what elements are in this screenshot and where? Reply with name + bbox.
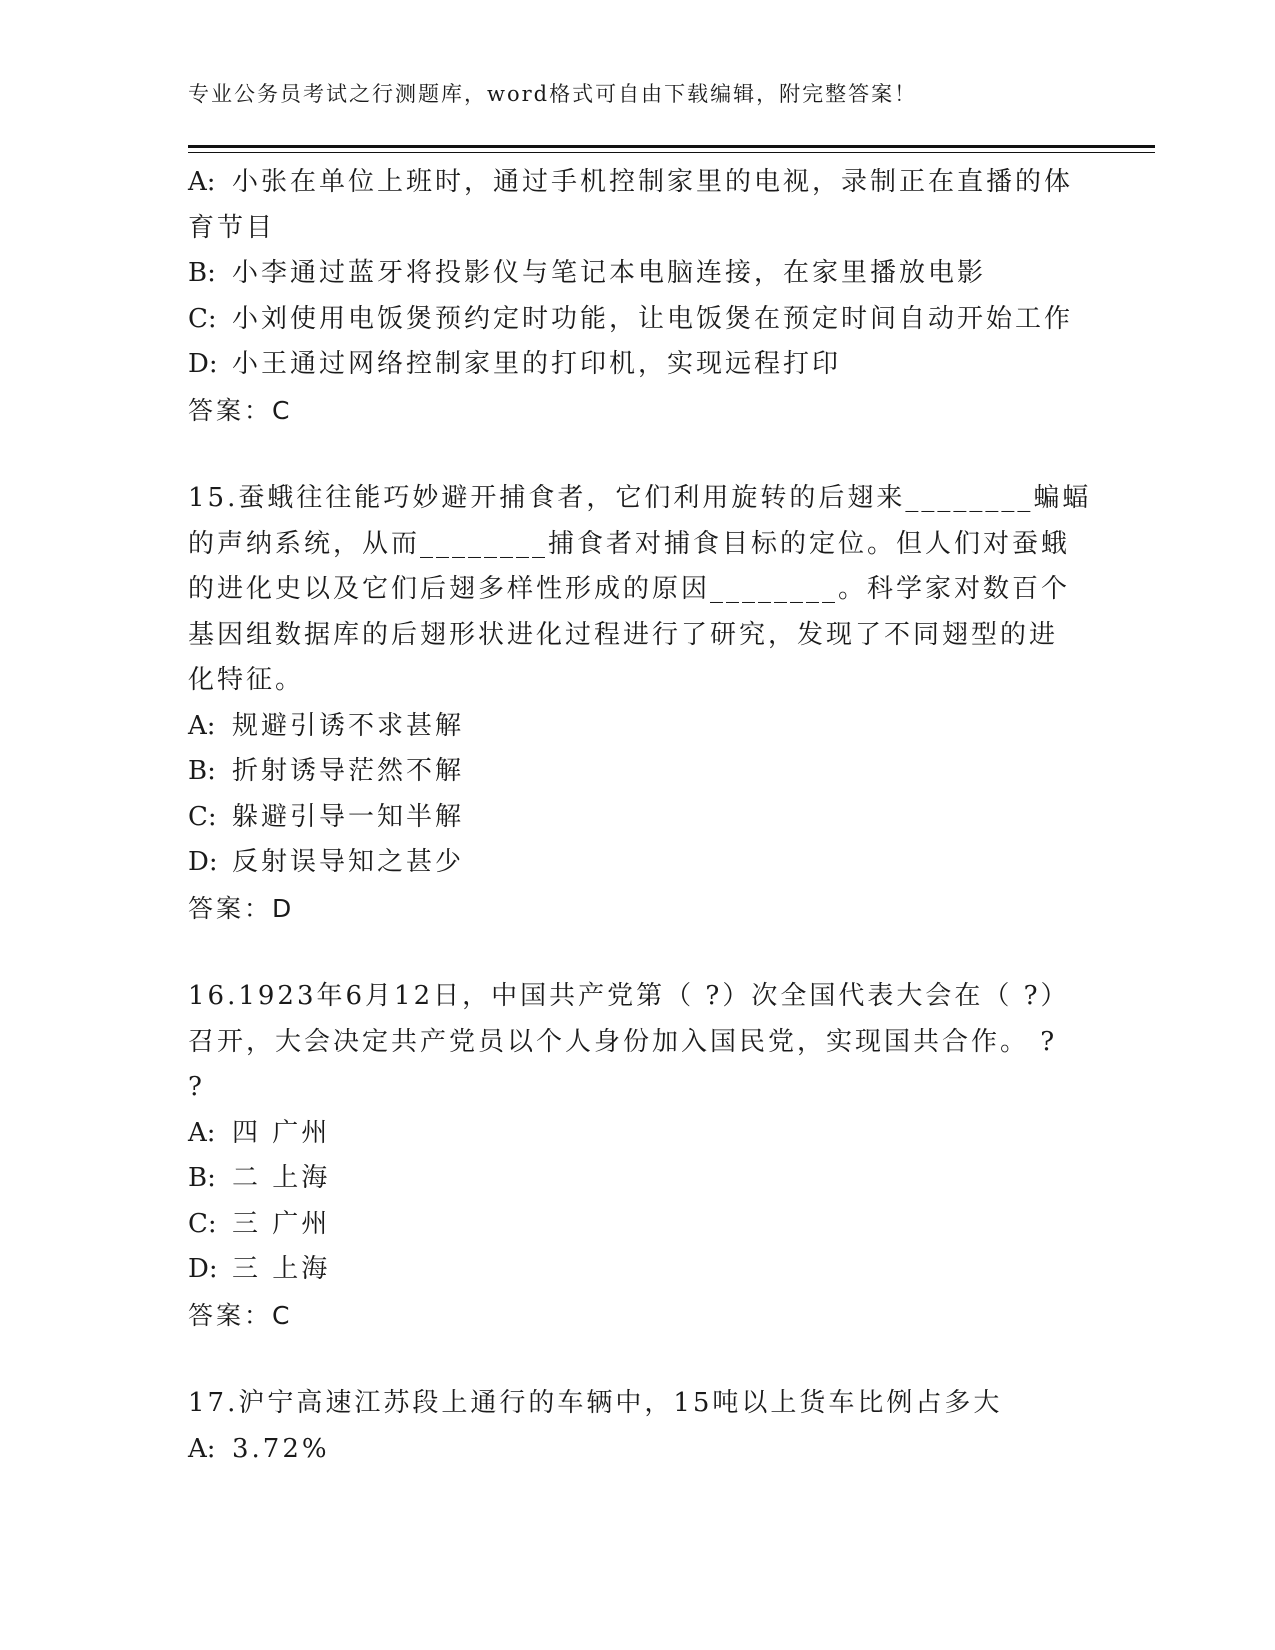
header-rule-thin	[188, 152, 1155, 153]
question-text-line: ?	[188, 1072, 205, 1102]
option-d: D: 小王通过网络控制家里的打印机，实现远程打印	[188, 349, 842, 379]
page-header: 专业公务员考试之行测题库，word格式可自由下载编辑，附完整答案！	[188, 82, 918, 106]
question-text-line: 基因组数据库的后翅形状进化过程进行了研究，发现了不同翅型的进	[188, 619, 1059, 650]
question-14	[188, 160, 1088, 433]
answer: 答案：D	[188, 893, 295, 923]
option-b: B: 折射诱导茫然不解	[188, 756, 465, 786]
question-content	[188, 160, 1092, 1472]
question-text-line: 的声纳系统，从而________捕食者对捕食目标的定位。但人们对蚕蛾	[188, 528, 1071, 559]
option-c: C: 三 广州	[188, 1208, 331, 1239]
option-b: B: 二 上海	[188, 1163, 331, 1193]
question-text-line: 的进化史以及它们后翅多样性形成的原因________。科学家对数百个	[188, 574, 1071, 604]
option-c: C: 小刘使用电饭煲预约定时功能，让电饭煲在预定时间自动开始工作	[188, 303, 1074, 334]
option-c: C: 躲避引导一知半解	[188, 801, 465, 832]
option-a: A: 四 广州	[188, 1117, 331, 1148]
question-text-line: 化特征。	[188, 665, 305, 695]
question-text-line: 16.1923年6月12日，中国共产党第（ ?）次全国代表大会在（ ?）	[188, 981, 1070, 1011]
option-a: A: 小张在单位上班时，通过手机控制家里的电视，录制正在直播的体	[188, 167, 1074, 197]
option-d: D: 三 上海	[188, 1254, 331, 1284]
question-15	[188, 476, 1092, 931]
option-a: A: 3.72%	[188, 1433, 330, 1464]
answer: 答案：C	[188, 1300, 293, 1330]
option-d: D: 反射误导知之甚少	[188, 847, 465, 877]
answer: 答案：C	[188, 395, 293, 425]
header-rule-thick	[188, 145, 1155, 148]
question-16	[188, 974, 1088, 1338]
question-text-line: 17.沪宁高速江苏段上通行的车辆中，15吨以上货车比例占多大	[188, 1388, 1003, 1418]
question-text-line: 召开，大会决定共产党员以个人身份加入国民党，实现国共合作。 ?	[188, 1026, 1058, 1057]
question-text-line: 15.蚕蛾往往能巧妙避开捕食者，它们利用旋转的后翅来________蝙蝠	[188, 483, 1092, 513]
option-b: B: 小李通过蓝牙将投影仪与笔记本电脑连接，在家里播放电影	[188, 258, 987, 288]
question-17	[188, 1381, 1088, 1472]
option-a: A: 规避引诱不求甚解	[188, 710, 465, 741]
option-a-continued: 育节目	[188, 212, 276, 243]
